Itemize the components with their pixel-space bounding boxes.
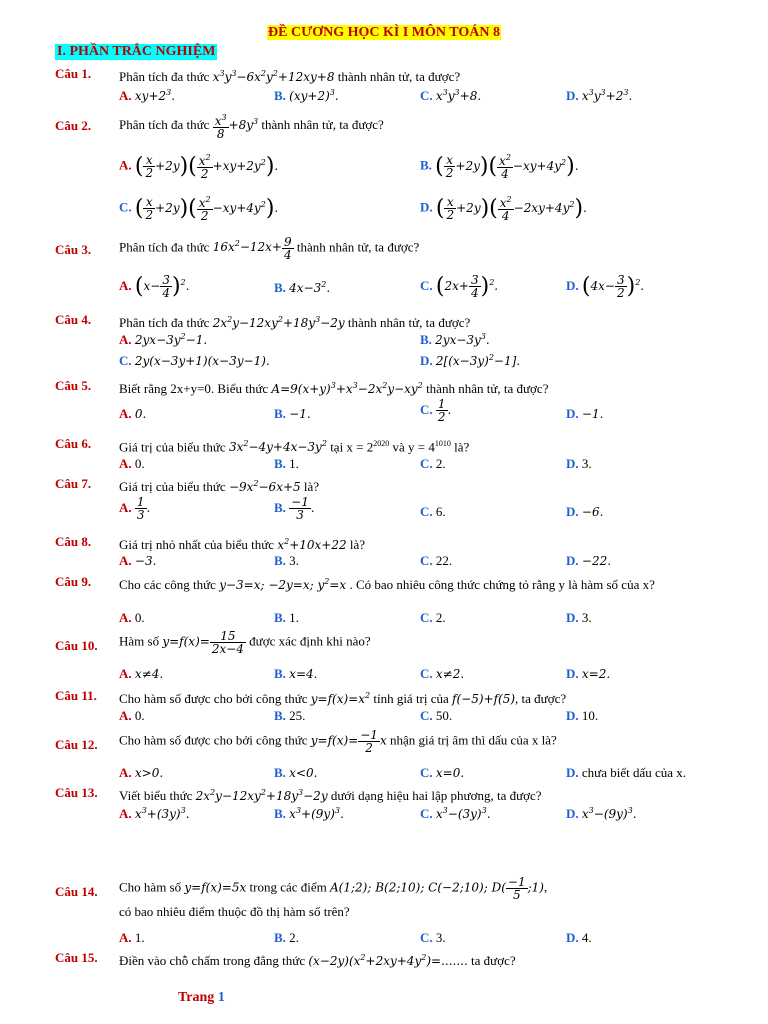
question-number: Câu 3. (55, 242, 92, 257)
section-heading: I. PHẦN TRẮC NGHIỆM (57, 44, 216, 59)
option-d[interactable]: D. 4. (566, 930, 592, 945)
question-number: Câu 6. (55, 436, 92, 451)
option-d[interactable]: D. (4x− $\frac{3}{2}$ )$^2$. (566, 273, 645, 300)
option-b[interactable]: B. $4x-3^2$. (274, 280, 331, 295)
option-c[interactable]: C. $x^3-(3y)^3$. (420, 806, 491, 821)
option-c[interactable]: C. $x^3y^3+8$. (420, 88, 482, 103)
option-c[interactable]: C. ( $\frac{x}{2}$ +2y)( $\frac{x^2}{2}$ $-xy+4y^2$). (119, 194, 279, 223)
question-text: Phân tích đa thức $2x^2y-12xy^2+18y^3-2y$ thành nhân tử, ta được? (119, 315, 471, 330)
option-d[interactable]: D. 3. (566, 610, 592, 625)
option-a[interactable]: A. x>0. (119, 765, 164, 780)
question-text: Giá trị nhỏ nhất của biểu thức $x^2+10x+22$ là? (119, 537, 366, 552)
option-d[interactable]: D. −6. (566, 504, 604, 519)
option-a[interactable]: A. −3. (119, 553, 157, 568)
question-text: Phân tích đa thức $\frac{x^3}{8}$ $+8y^3$ thành nhân tử, ta được? (119, 113, 384, 141)
question-number: Câu 11. (55, 688, 97, 703)
question-number: Câu 1. (55, 66, 92, 81)
question-text: Hàm số y=f(x)= $\frac{15}{2x-4}$ được xác định khi nào? (119, 629, 371, 656)
option-d[interactable]: D. $x^3y^3+2^3$. (566, 88, 633, 103)
question-number: Câu 5. (55, 378, 92, 393)
option-b[interactable]: B. $\frac{-1}{3}$ . (274, 495, 315, 522)
question-number: Câu 7. (55, 476, 92, 491)
question-number: Câu 2. (55, 118, 92, 133)
option-a[interactable]: A. $\frac{1}{3}$ . (119, 495, 151, 522)
option-d[interactable]: D. 10. (566, 708, 599, 723)
option-d[interactable]: D. ( $\frac{x}{2}$ +2y)( $\frac{x^2}{4}$ $-2xy+4y^2$). (420, 194, 587, 223)
option-b[interactable]: B. ( $\frac{x}{2}$ +2y)( $\frac{x^2}{4}$ $-xy+4y^2$). (420, 152, 579, 181)
option-d[interactable]: D. x=2. (566, 666, 611, 681)
option-c[interactable]: C. 50. (420, 708, 453, 723)
question-text: Phân tích đa thức $x^3y^3-6x^2y^2+12xy+8$ thành nhân tử, ta được? (119, 69, 461, 84)
question-number: Câu 10. (55, 638, 98, 653)
document-title: ĐỀ CƯƠNG HỌC KÌ I MÔN TOÁN 8 (268, 25, 500, 40)
question-text: Cho hàm số được cho bởi công thức $y=f(x)=x^2$ tính giá trị của f(−5)+f(5), ta được? (119, 691, 567, 706)
option-a[interactable]: A. $2yx-3y^2-1$. (119, 332, 208, 347)
option-a[interactable]: A. x≠4. (119, 666, 164, 681)
option-b[interactable]: B. $2yx-3y^3$. (420, 332, 490, 347)
option-b[interactable]: B. 2. (274, 930, 299, 945)
option-b[interactable]: B. $x^3+(9y)^3$. (274, 806, 344, 821)
option-b[interactable]: B. x=4. (274, 666, 318, 681)
question-text: Giá trị của biểu thức $3x^2-4y+4x-3y^2$ tại $x = 2^{2020}$ và $y = 4^{1010}$ là? (119, 439, 470, 455)
option-a[interactable]: A. ( $\frac{x}{2}$ +2y)( $\frac{x^2}{2}$ $+xy+2y^2$). (119, 152, 279, 181)
option-b[interactable]: B. 3. (274, 553, 299, 568)
option-a[interactable]: A. 0. (119, 708, 145, 723)
question-number: Câu 8. (55, 534, 92, 549)
option-b[interactable]: B. 1. (274, 456, 299, 471)
option-d[interactable]: D. $x^3-(9y)^3$. (566, 806, 637, 821)
option-a[interactable]: A. 0. (119, 456, 145, 471)
option-a[interactable]: A. 0. (119, 610, 145, 625)
option-a[interactable]: A. 0. (119, 406, 147, 421)
question-number: Câu 15. (55, 950, 98, 965)
option-a[interactable]: A. $xy+2^3$. (119, 88, 176, 103)
option-c[interactable]: C. 2. (420, 610, 446, 625)
option-c[interactable]: C. (2x+ $\frac{3}{4}$ )$^2$. (420, 273, 499, 300)
option-b[interactable]: B. x<0. (274, 765, 318, 780)
option-c[interactable]: C. x=0. (420, 765, 465, 780)
option-d[interactable]: D. −1. (566, 406, 604, 421)
option-b[interactable]: B. 25. (274, 708, 306, 723)
option-c[interactable]: C. $\frac{1}{2}$ . (420, 397, 452, 424)
question-text: Cho các công thức y−3=x; −2y=x; $y^2=x$ . Có bao nhiêu công thức chứng tỏ rằng y là hàm số của x? (119, 577, 655, 592)
option-a[interactable]: A. 1. (119, 930, 145, 945)
question-number: Câu 12. (55, 737, 98, 752)
question-number: Câu 9. (55, 574, 92, 589)
option-b[interactable]: B. $(xy+2)^3$. (274, 88, 339, 103)
option-d[interactable]: D. −22. (566, 553, 612, 568)
option-b[interactable]: B. 1. (274, 610, 299, 625)
question-text: Biết rằng 2x+y=0. Biểu thức $A=9(x+y)^3+x^3-2x^2y-xy^2$ thành nhân tử, ta được? (119, 381, 549, 396)
question-text: Cho hàm số y=f(x)=5x trong các điểm A(1;2); B(2;10); C(−2;10); D( $\frac{-1}{5}$ ;1), có bao nhiêu điểm thuộc đồ thị hàm số trên? (119, 875, 548, 919)
option-a[interactable]: A. (x− $\frac{3}{4}$ )$^2$. (119, 273, 190, 300)
question-text: Viết biểu thức $2x^2y-12xy^2+18y^3-2y$ dưới dạng hiệu hai lập phương, ta được? (119, 788, 542, 803)
option-c[interactable]: C. 2. (420, 456, 446, 471)
option-d[interactable]: D. $2[(x-3y)^2-1]$. (420, 353, 521, 368)
option-c[interactable]: C. x≠2. (420, 666, 465, 681)
question-text: Giá trị của biểu thức $-9x^2-6x+5$ là? (119, 479, 320, 494)
option-b[interactable]: B. −1. (274, 406, 311, 421)
option-a[interactable]: A. $x^3+(3y)^3$. (119, 806, 190, 821)
option-c[interactable]: C. 22. (420, 553, 453, 568)
page-footer: Trang 1 (178, 990, 225, 1005)
option-c[interactable]: C. 3. (420, 930, 446, 945)
question-number: Câu 13. (55, 785, 98, 800)
question-text: Cho hàm số được cho bởi công thức y=f(x)= $\frac{-1}{2}$ x nhận giá trị âm thì dấu của x là? (119, 728, 557, 755)
question-text: Điền vào chỗ chấm trong đẳng thức $(x-2y)(x^2+2xy+4y^2)=$....... ta được? (119, 953, 516, 968)
option-c[interactable]: C. 2y(x−3y+1)(x−3y−1). (119, 353, 270, 368)
option-c[interactable]: C. 6. (420, 504, 446, 519)
question-text: Phân tích đa thức $16x^2-12x+$ $\frac{9}{4}$ thành nhân tử, ta được? (119, 235, 420, 262)
option-d[interactable]: D. chưa biết dấu của x. (566, 765, 687, 780)
question-number: Câu 14. (55, 884, 98, 899)
question-number: Câu 4. (55, 312, 92, 327)
option-d[interactable]: D. 3. (566, 456, 592, 471)
